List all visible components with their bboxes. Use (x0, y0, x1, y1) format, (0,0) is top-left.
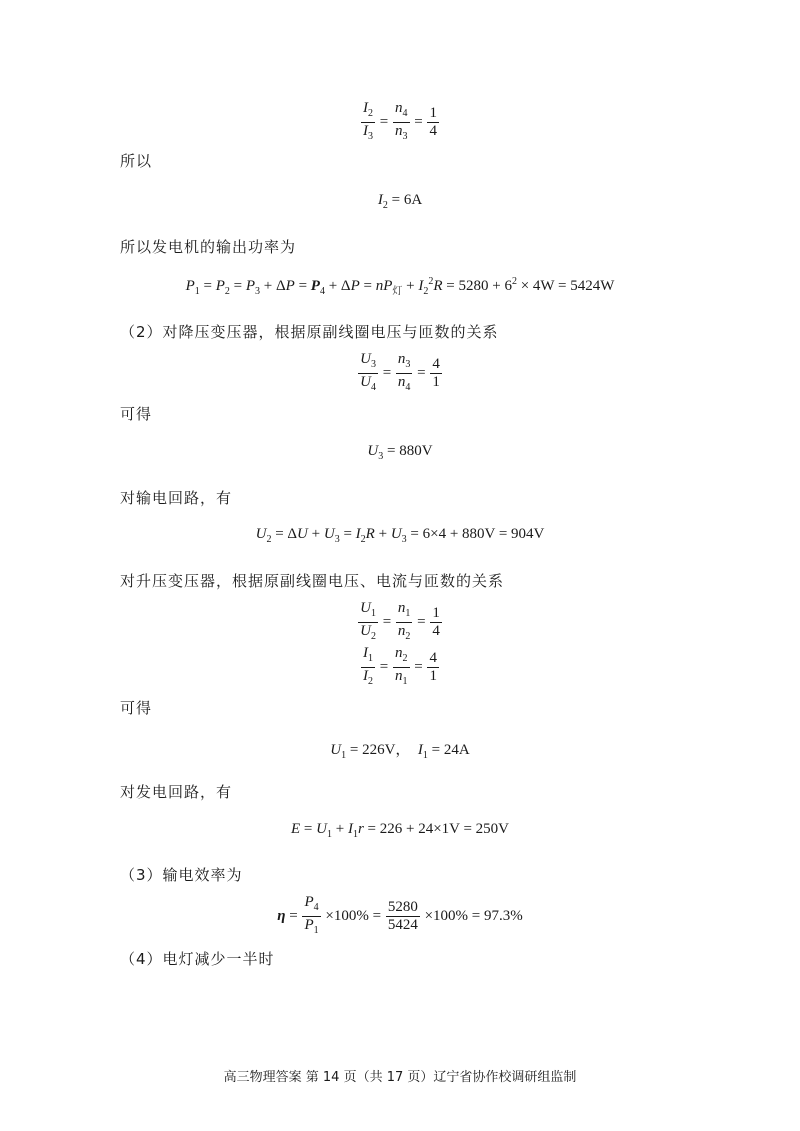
equation-current-ratio-step-up: $\frac{I_1}{I_2}$ = $\frac{n_2}{n_1}$ = $\frac{4}{1}$ (363, 645, 437, 687)
equation-voltage-ratio-step-up: $\frac{U_1}{U_2}$ = $\frac{n_1}{n_2}$ = $\frac{1}{4}$ (360, 600, 440, 642)
u2-tail: = 6×4 + 880V = 904V (410, 526, 545, 542)
eff-den: 5424 (387, 917, 418, 933)
equation-u2: $U_2 = \Delta U + U_3 = I_2R + U_3 = 6\times 4 + 880V = 904V$ (255, 526, 545, 545)
text-transmission-loop: 对输电回路，有 (120, 489, 233, 507)
equation-emf: $E = U_1 + I_1r = 226 + 24\times 1V = 250V$ (290, 821, 510, 840)
u3-value: 880V (399, 443, 433, 459)
equation-power-chain: $P_1 = P_2 = P_3 + \Delta P = P_4 + \Delta P = nP_灯 + I_2^2R = 5280 + 6^2 \times 4W = 5424W$ (185, 276, 615, 297)
equation-current-ratio-step-down: $\frac{I_2}{I_3}$ = $\frac{n_4}{n_3}$ = $\frac{1}{4}$ (363, 100, 437, 142)
efficiency-tail: ×100% = 97.3% (424, 907, 523, 924)
power-tail: × 4W = 5424W (520, 278, 615, 294)
u1-value: 226V (362, 742, 396, 758)
text-generator-power: 所以发电机的输出功率为 (120, 238, 297, 256)
power-exponent: 2 (511, 276, 517, 287)
equation-efficiency: η = $\frac{P_4}{P_1}$ ×100% = $\frac{5280}{5424}$ ×100% = 97.3% (277, 894, 523, 936)
equation-i2: $I_2 = 6A$ (377, 192, 423, 211)
i12-den: 1 (429, 668, 437, 684)
text-generator-loop: 对发电回路，有 (120, 783, 233, 801)
emf-tail: = 226 + 24×1V = 250V (367, 821, 510, 837)
equation-u1-i1: $U_1 = 226V$， $I_1 = 24A$ (330, 742, 470, 761)
u-ratio-den: 1 (432, 374, 440, 390)
equation-voltage-ratio-step-down: $\frac{U_3}{U_4}$ = $\frac{n_3}{n_4}$ = $\frac{4}{1}$ (360, 351, 440, 393)
text-part-3: （3）输电效率为 (120, 866, 243, 884)
eff-num: 5280 (387, 899, 418, 915)
i1-value: 24A (443, 742, 470, 758)
page-footer: 高三物理答案 第 14 页（共 17 页）辽宁省协作校调研组监制 (223, 1070, 577, 1085)
text-suoyi: 所以 (120, 152, 153, 170)
power-chain-value: 5280 + 6 (458, 278, 512, 294)
text-part-2: （2）对降压变压器，根据原副线圈电压与匝数的关系 (120, 323, 499, 341)
text-step-up: 对升压变压器，根据原副线圈电压、电流与匝数的关系 (120, 572, 505, 590)
equation-u3: $U_3 = 880V$ (367, 443, 433, 462)
i12-num: 4 (429, 650, 437, 666)
u12-num: 1 (432, 605, 440, 621)
u12-den: 4 (432, 623, 440, 639)
text-kede-2: 可得 (120, 699, 153, 717)
i2-value: 6A (403, 192, 423, 208)
u-ratio-num: 4 (432, 356, 440, 372)
ratio-num: 1 (429, 105, 437, 121)
text-part-4: （4）电灯减少一半时 (120, 950, 275, 968)
ratio-den: 4 (429, 123, 437, 139)
text-kede-1: 可得 (120, 405, 153, 423)
